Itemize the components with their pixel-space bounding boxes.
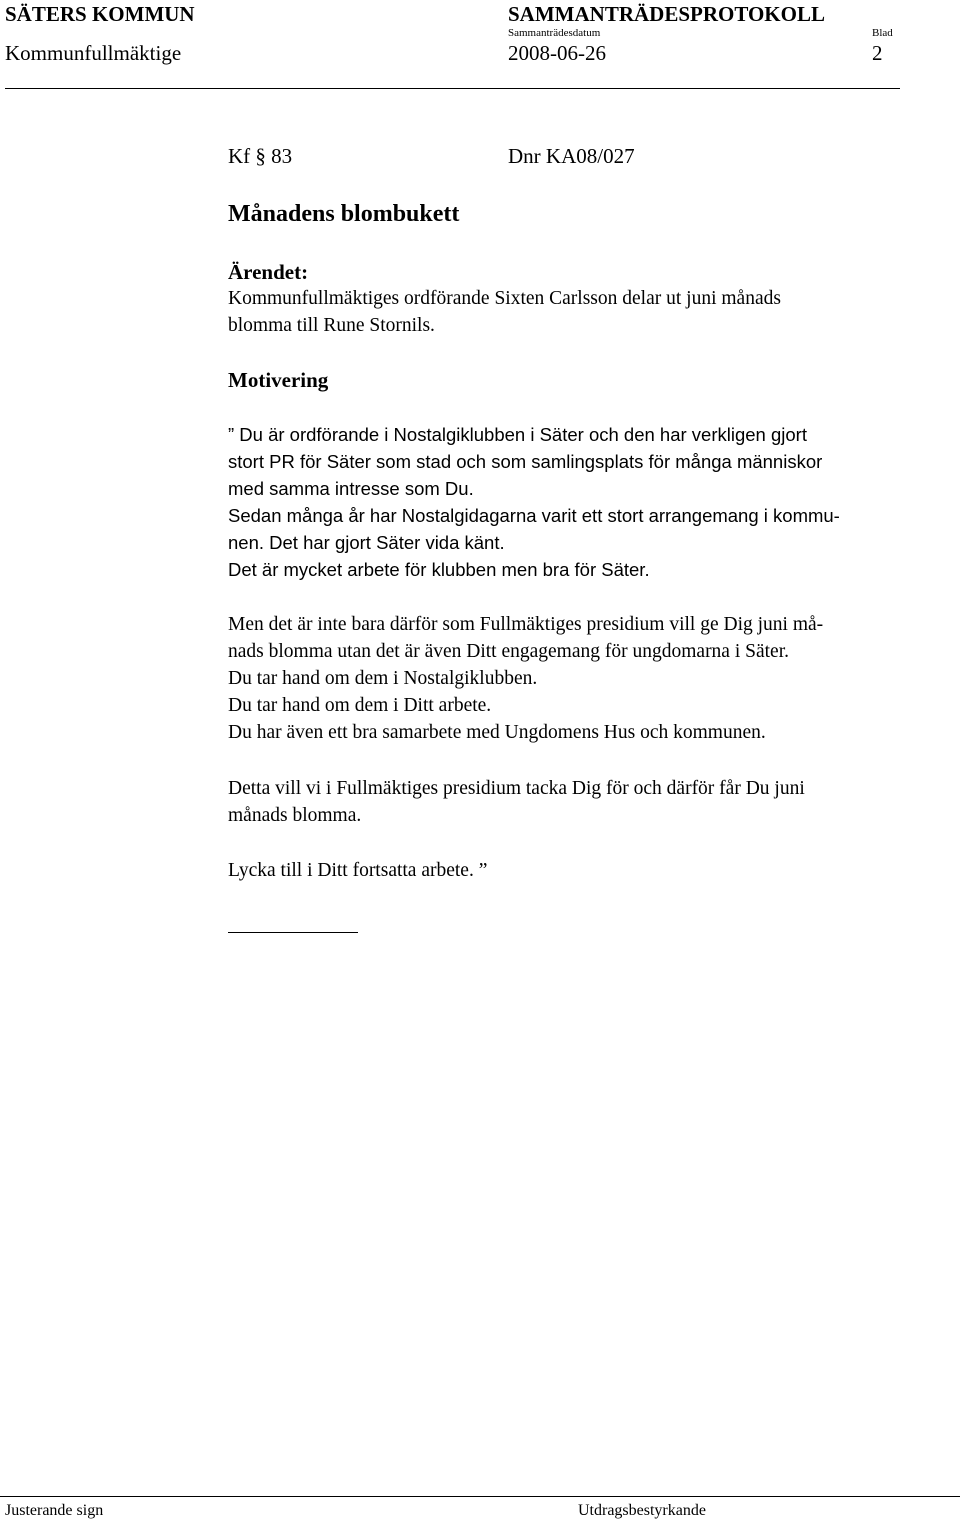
footer-divider (0, 1496, 960, 1497)
text-line: med samma intresse som Du. (228, 478, 474, 499)
header-divider (5, 88, 900, 89)
text-line: Du tar hand om dem i Ditt arbete. (228, 695, 492, 716)
motivation-label: Motivering (228, 368, 329, 392)
meeting-date: 2008-06-26 (508, 41, 606, 65)
matter-line: Kommunfullmäktiges ordförande Sixten Carlsson delar ut juni månads (228, 288, 781, 309)
motivation-paragraph-2 (228, 611, 948, 746)
text-line: ” Du är ordförande i Nostalgiklubben i Säter och den har verkligen gjort (228, 424, 807, 445)
end-divider (228, 932, 358, 933)
text-line: Men det är inte bara därför som Fullmäktiges presidium vill ge Dig juni må- (228, 614, 824, 635)
text-line: Detta vill vi i Fullmäktiges presidium tacka Dig för och därför får Du juni (228, 778, 805, 799)
motivation-paragraph-3 (228, 775, 948, 829)
case-title: Månadens blombukett (228, 201, 460, 227)
matter-line: blomma till Rune Stornils. (228, 315, 435, 336)
signature-label: Justerande sign (5, 1502, 104, 1519)
matter-label: Ärendet: (228, 260, 309, 284)
motivation-paragraph-1 (228, 421, 948, 583)
document-type: SAMMANTRÄDESPROTOKOLL (508, 2, 825, 26)
text-line: Du tar hand om dem i Nostalgiklubben. (228, 668, 538, 689)
organization-name: SÄTERS KOMMUN (5, 2, 195, 26)
text-line: nen. Det har gjort Säter vida känt. (228, 532, 505, 553)
page-number: 2 (872, 41, 883, 65)
section-number: Kf § 83 (228, 144, 293, 168)
text-line: nads blomma utan det är även Ditt engagemang för ungdomarna i Säter. (228, 641, 789, 662)
text-line: Du har även ett bra samarbete med Ungdomens Hus och kommunen. (228, 722, 766, 743)
case-reference: Dnr KA08/027 (508, 144, 635, 168)
text-line: stort PR för Säter som stad och som samlingsplats för många människor (228, 451, 823, 472)
matter-text (228, 285, 948, 339)
text-line: Det är mycket arbete för klubben men bra för Säter. (228, 559, 650, 580)
text-line: månads blomma. (228, 805, 362, 826)
certification-label: Utdragsbestyrkande (578, 1502, 706, 1519)
text-line: Sedan många år har Nostalgidagarna varit ett stort arrangemang i kommu- (228, 505, 840, 526)
page-label: Blad (872, 27, 893, 39)
body-name: Kommunfullmäktige (5, 41, 182, 65)
date-label: Sammanträdesdatum (508, 27, 601, 39)
closing-line: Lycka till i Ditt fortsatta arbete. ” (228, 860, 488, 881)
